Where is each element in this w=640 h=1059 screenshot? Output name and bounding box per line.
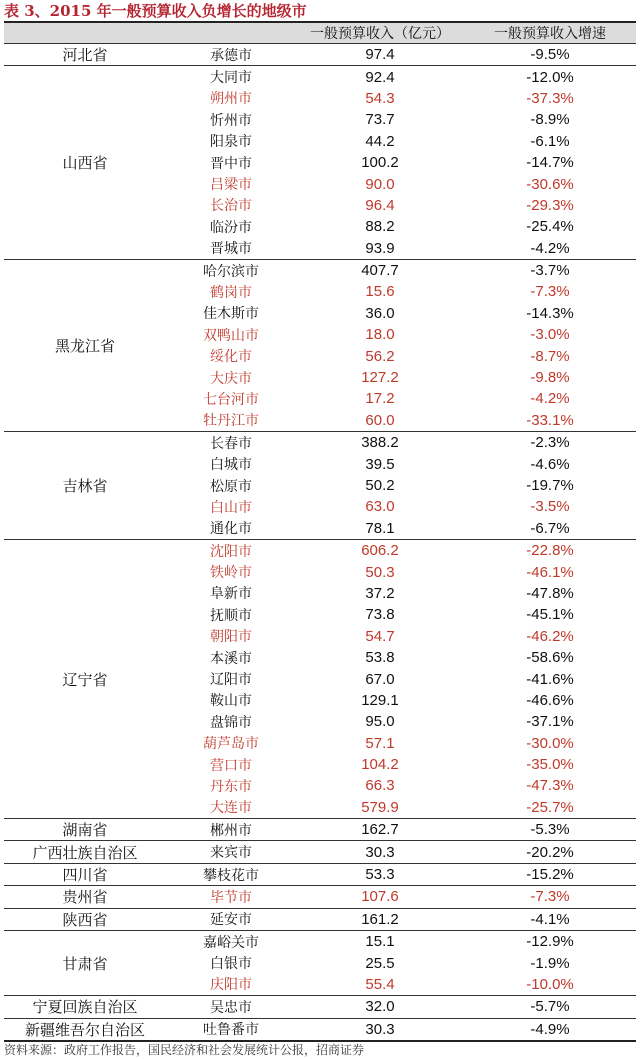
growth-cell: -14.7% xyxy=(526,154,574,172)
revenue-cell: 39.5 xyxy=(365,455,395,473)
revenue-cell: 66.3 xyxy=(365,777,395,795)
growth-cell: -4.2% xyxy=(530,390,570,408)
revenue-cell: 30.3 xyxy=(296,1018,464,1040)
city-cell: 大连市 xyxy=(210,800,252,817)
city-cell: 吐鲁番市 xyxy=(166,1018,296,1040)
revenue-cell: 54.7 xyxy=(365,627,395,645)
province-cell: 四川省 xyxy=(4,863,166,885)
revenue-cell: 104.2 xyxy=(361,756,399,774)
growth-cell: -7.3% xyxy=(464,886,636,908)
table-row xyxy=(4,44,636,66)
growth-cell: -25.7% xyxy=(526,798,574,816)
province-cell: 黑龙江省 xyxy=(4,259,166,431)
revenue-cell: 92.4 xyxy=(296,66,464,88)
city-cell: 吴忠市 xyxy=(166,996,296,1018)
revenue-cell: 90.0 xyxy=(365,175,395,193)
revenue-cell: 56.2 xyxy=(365,347,395,365)
revenue-table xyxy=(4,23,636,1040)
table-row xyxy=(4,539,636,561)
growth-cell: -2.3% xyxy=(464,432,636,454)
growth-cell: -5.3% xyxy=(464,819,636,841)
city-cell: 盘锦市 xyxy=(210,714,252,731)
growth-cell: -10.0% xyxy=(526,975,574,993)
city-cell: 郴州市 xyxy=(166,819,296,841)
growth-cell: -46.6% xyxy=(526,691,574,709)
growth-cell: -20.2% xyxy=(464,841,636,863)
revenue-cell: 161.2 xyxy=(296,908,464,930)
growth-cell: -19.7% xyxy=(526,477,574,494)
city-cell: 双鸭山市 xyxy=(203,327,259,344)
revenue-cell: 162.7 xyxy=(296,819,464,841)
city-cell: 沈阳市 xyxy=(166,539,296,561)
growth-cell: -14.3% xyxy=(526,304,574,322)
growth-cell: -9.8% xyxy=(530,369,570,387)
revenue-cell: 73.7 xyxy=(365,111,395,129)
city-cell: 铁岭市 xyxy=(210,565,252,582)
revenue-cell: 88.2 xyxy=(365,218,395,236)
growth-cell: -22.8% xyxy=(464,539,636,561)
growth-cell: -4.1% xyxy=(464,908,636,930)
source-rule xyxy=(4,1040,636,1042)
revenue-cell: 15.6 xyxy=(365,283,395,301)
growth-cell: -6.1% xyxy=(530,132,570,150)
revenue-cell: 44.2 xyxy=(365,132,395,150)
growth-cell: -25.4% xyxy=(526,218,574,236)
table-row xyxy=(4,863,636,885)
column-header-revenue: 一般预算收入（亿元） xyxy=(296,23,464,44)
province-cell: 广西壮族自治区 xyxy=(4,841,166,863)
table-row xyxy=(4,66,636,88)
city-cell: 吕梁市 xyxy=(210,177,252,194)
growth-cell: -33.1% xyxy=(526,411,574,429)
table-row xyxy=(4,931,636,953)
revenue-cell: 97.4 xyxy=(365,46,395,64)
growth-cell: -29.3% xyxy=(526,196,574,214)
growth-cell: -6.7% xyxy=(530,519,570,537)
growth-cell: -30.6% xyxy=(526,175,574,193)
province-cell: 吉林省 xyxy=(4,432,166,540)
city-cell: 鞍山市 xyxy=(210,693,252,710)
city-cell: 长春市 xyxy=(166,432,296,454)
table-row xyxy=(4,432,636,454)
city-cell: 大同市 xyxy=(166,66,296,88)
city-cell: 本溪市 xyxy=(210,650,252,667)
city-cell: 抚顺市 xyxy=(210,607,252,624)
revenue-cell: 100.2 xyxy=(361,154,399,172)
growth-cell: -12.9% xyxy=(464,931,636,953)
growth-cell: -15.2% xyxy=(464,863,636,885)
growth-cell: -46.2% xyxy=(526,627,574,645)
city-cell: 哈尔滨市 xyxy=(166,259,296,281)
growth-cell: -3.5% xyxy=(530,498,570,516)
province-cell: 宁夏回族自治区 xyxy=(4,996,166,1018)
revenue-cell: 50.3 xyxy=(365,563,395,581)
province-cell: 辽宁省 xyxy=(4,539,166,818)
city-cell: 承德市 xyxy=(210,47,252,64)
city-cell: 通化市 xyxy=(210,521,252,538)
table-body xyxy=(4,44,636,1040)
province-cell: 甘肃省 xyxy=(4,931,166,996)
growth-cell: -46.1% xyxy=(526,563,574,581)
growth-cell: -58.6% xyxy=(526,649,574,667)
city-cell: 牡丹江市 xyxy=(203,413,259,430)
growth-cell: -3.7% xyxy=(464,259,636,281)
city-cell: 朝阳市 xyxy=(210,629,252,646)
city-cell: 大庆市 xyxy=(210,370,252,387)
revenue-cell: 17.2 xyxy=(365,390,395,408)
growth-cell: -7.3% xyxy=(530,283,570,301)
city-cell: 嘉峪关市 xyxy=(166,931,296,953)
revenue-cell: 15.1 xyxy=(296,931,464,953)
growth-cell: -47.8% xyxy=(526,584,574,602)
revenue-cell: 606.2 xyxy=(296,539,464,561)
table-row xyxy=(4,841,636,863)
table-row xyxy=(4,819,636,841)
growth-cell: -4.2% xyxy=(530,239,570,257)
city-cell: 庆阳市 xyxy=(210,977,252,994)
city-cell: 白城市 xyxy=(210,457,252,474)
city-cell: 松原市 xyxy=(210,478,252,495)
revenue-cell: 37.2 xyxy=(365,584,395,602)
revenue-cell: 30.3 xyxy=(296,841,464,863)
province-cell: 陕西省 xyxy=(4,908,166,930)
growth-cell: -12.0% xyxy=(464,66,636,88)
growth-cell: -5.7% xyxy=(464,996,636,1018)
revenue-cell: 127.2 xyxy=(361,369,399,387)
city-cell: 阳泉市 xyxy=(210,134,252,151)
growth-cell: -37.3% xyxy=(526,89,574,107)
revenue-cell: 93.9 xyxy=(365,239,395,257)
city-cell: 葫芦岛市 xyxy=(203,736,259,753)
city-cell: 长治市 xyxy=(210,198,252,215)
growth-cell: -4.6% xyxy=(530,455,570,473)
city-cell: 来宾市 xyxy=(166,841,296,863)
growth-cell: -45.1% xyxy=(526,606,574,624)
city-cell: 忻州市 xyxy=(210,112,252,129)
revenue-cell: 107.6 xyxy=(296,886,464,908)
column-header-growth: 一般预算收入增速 xyxy=(464,23,636,44)
city-cell: 延安市 xyxy=(166,908,296,930)
growth-cell: -3.0% xyxy=(530,326,570,344)
city-cell: 鹤岗市 xyxy=(210,284,252,301)
table-row xyxy=(4,886,636,908)
city-cell: 营口市 xyxy=(210,757,252,774)
province-cell: 山西省 xyxy=(4,66,166,260)
city-cell: 白山市 xyxy=(210,499,252,516)
province-cell: 河北省 xyxy=(62,46,108,65)
city-cell: 攀枝花市 xyxy=(166,863,296,885)
city-cell: 毕节市 xyxy=(166,886,296,908)
table-row xyxy=(4,908,636,930)
revenue-cell: 388.2 xyxy=(296,432,464,454)
revenue-cell: 129.1 xyxy=(361,691,399,709)
revenue-cell: 96.4 xyxy=(365,196,395,214)
revenue-cell: 36.0 xyxy=(365,304,395,322)
source-note: 资料来源：政府工作报告，国民经济和社会发展统计公报，招商证券 xyxy=(4,1043,365,1057)
revenue-cell: 60.0 xyxy=(365,411,395,429)
revenue-cell: 18.0 xyxy=(365,326,395,344)
table-title: 表 3、2015 年一般预算收入负增长的地级市 xyxy=(4,2,307,20)
growth-cell: -37.1% xyxy=(526,713,574,731)
city-cell: 七台河市 xyxy=(203,391,259,408)
growth-cell: -8.7% xyxy=(530,347,570,365)
city-cell: 辽阳市 xyxy=(210,672,252,689)
growth-cell: -8.9% xyxy=(530,111,570,129)
city-cell: 晋城市 xyxy=(210,241,252,258)
table-row xyxy=(4,259,636,281)
table-row xyxy=(4,1018,636,1040)
revenue-cell: 53.3 xyxy=(296,863,464,885)
revenue-cell: 53.8 xyxy=(365,649,395,667)
growth-cell: -30.0% xyxy=(526,734,574,752)
city-cell: 晋中市 xyxy=(210,155,252,172)
growth-cell: -4.9% xyxy=(464,1018,636,1040)
growth-cell: -47.3% xyxy=(526,777,574,795)
city-cell: 朔州市 xyxy=(210,91,252,108)
city-cell: 佳木斯市 xyxy=(203,306,259,323)
revenue-cell: 78.1 xyxy=(365,519,395,537)
city-cell: 临汾市 xyxy=(210,219,252,236)
city-cell: 白银市 xyxy=(210,956,252,973)
city-cell: 绥化市 xyxy=(210,349,252,366)
revenue-cell: 95.0 xyxy=(365,713,395,731)
revenue-cell: 25.5 xyxy=(365,954,395,972)
header-row xyxy=(4,23,636,44)
revenue-cell: 63.0 xyxy=(365,498,395,516)
city-cell: 阜新市 xyxy=(210,586,252,603)
revenue-cell: 54.3 xyxy=(365,89,395,107)
province-cell: 湖南省 xyxy=(4,819,166,841)
revenue-cell: 50.2 xyxy=(365,477,395,494)
column-header-province xyxy=(4,23,166,44)
revenue-cell: 57.1 xyxy=(365,734,395,752)
column-header-city xyxy=(166,23,296,44)
revenue-cell: 32.0 xyxy=(296,996,464,1018)
table-row xyxy=(4,996,636,1018)
growth-cell: -35.0% xyxy=(526,756,574,774)
city-cell: 丹东市 xyxy=(210,778,252,795)
revenue-cell: 55.4 xyxy=(365,975,395,993)
province-cell: 贵州省 xyxy=(4,886,166,908)
growth-cell: -1.9% xyxy=(530,954,570,972)
province-cell: 新疆维吾尔自治区 xyxy=(4,1018,166,1040)
revenue-cell: 73.8 xyxy=(365,606,395,624)
revenue-cell: 67.0 xyxy=(365,670,395,688)
revenue-cell: 407.7 xyxy=(296,259,464,281)
growth-cell: -41.6% xyxy=(526,670,574,688)
revenue-cell: 579.9 xyxy=(361,798,399,816)
growth-cell: -9.5% xyxy=(530,46,570,64)
